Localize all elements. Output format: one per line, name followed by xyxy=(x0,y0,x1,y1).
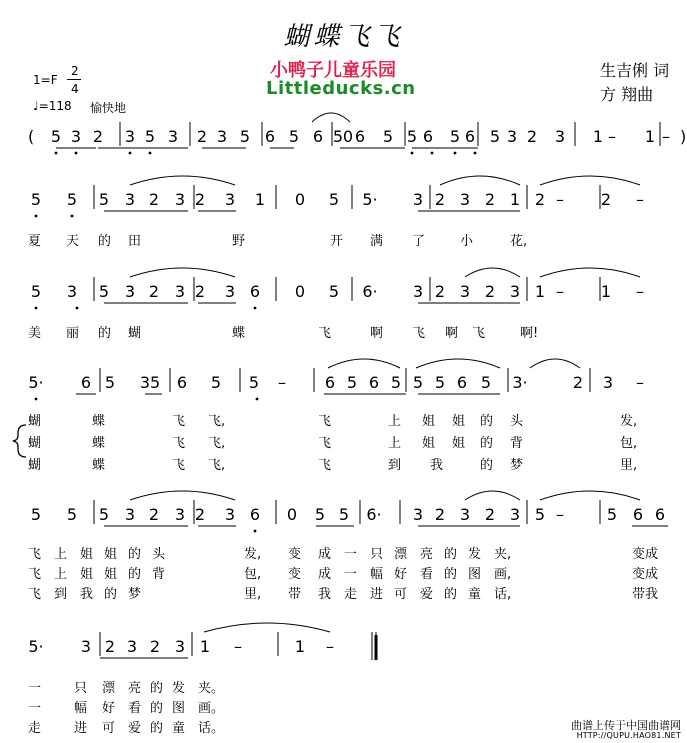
verse3-lyric: 爱 xyxy=(420,587,434,602)
verse1-lyric: 飞 xyxy=(28,547,42,562)
note: – xyxy=(636,282,644,301)
note: 6 xyxy=(632,505,644,524)
verse3-lyric: 爱 xyxy=(128,721,142,736)
verse3-lyric: 的 xyxy=(104,587,118,602)
verse1-lyric: 变 xyxy=(288,547,302,562)
note: 3 xyxy=(174,505,186,524)
verse2-lyric: 变 xyxy=(288,567,302,582)
note: 2 xyxy=(148,282,160,301)
verse1-lyric: 变成 xyxy=(632,547,659,562)
verse2-lyric: 幅 xyxy=(370,567,384,582)
verse2-lyric: 图 xyxy=(468,567,482,582)
verse2-lyric: 包, xyxy=(620,436,638,451)
note: 5 xyxy=(98,190,110,209)
verse-lyric: 野 xyxy=(232,234,246,249)
note: – xyxy=(556,282,564,301)
verse2-lyric: 看 xyxy=(128,701,142,716)
note: 5 xyxy=(288,127,300,146)
verse1-lyric: 只 xyxy=(74,681,88,696)
note: 5 xyxy=(66,190,78,209)
verse-lyric: 美 xyxy=(28,326,42,341)
note: 3 xyxy=(412,282,424,301)
verse3-lyric: 走 xyxy=(344,587,358,602)
verse1-lyric: 的 xyxy=(480,414,494,429)
verse3-lyric: 童 xyxy=(172,721,186,736)
note: 3 xyxy=(124,282,136,301)
slur xyxy=(130,491,235,500)
note: 2 xyxy=(526,127,538,146)
octave-dot xyxy=(149,152,152,155)
note: 3 xyxy=(412,190,424,209)
octave-dot xyxy=(35,307,38,310)
note: – xyxy=(326,637,334,656)
verse-lyric: 夏 xyxy=(28,234,42,249)
verse1-lyric: 亮 xyxy=(128,681,142,696)
note: 2 xyxy=(148,505,160,524)
verse2-lyric: 看 xyxy=(420,567,434,582)
verse3-lyric: 话, xyxy=(494,587,512,602)
note: 2 xyxy=(434,190,446,209)
time-signature-bottom: 4 xyxy=(71,82,79,96)
slur xyxy=(540,268,640,277)
note: 5 xyxy=(66,505,78,524)
octave-dot xyxy=(256,398,259,401)
repeat-close: ) xyxy=(680,127,687,146)
verse2-lyric: 蝴 xyxy=(28,436,42,451)
verse2-lyric: 飞 xyxy=(28,567,42,582)
verse3-lyric: 里, xyxy=(620,458,638,473)
note: 5 xyxy=(144,127,156,146)
verse3-lyric: 的 xyxy=(444,587,458,602)
note: 6 xyxy=(368,373,380,392)
note: 5 xyxy=(104,373,116,392)
note: 2 xyxy=(572,373,584,392)
slur xyxy=(540,491,640,500)
verse-lyric: 满 xyxy=(370,234,384,249)
note: 5 xyxy=(434,373,446,392)
note: 5 xyxy=(606,505,618,524)
verse3-lyric: 到 xyxy=(54,587,68,602)
note: – xyxy=(556,190,564,209)
note: 2 xyxy=(434,282,446,301)
note: – xyxy=(636,190,644,209)
note: 5· xyxy=(28,637,44,656)
note: 5 xyxy=(30,190,42,209)
verse2-lyric: 的 xyxy=(480,436,494,451)
note: 5 xyxy=(390,373,402,392)
note: 5 xyxy=(382,127,394,146)
note: 0 xyxy=(342,127,354,146)
verse1-lyric: 发 xyxy=(468,547,482,562)
verse1-lyric: 飞 xyxy=(172,414,186,429)
verse-lyric: 飞 xyxy=(412,326,426,341)
note: 2 xyxy=(104,637,116,656)
verse3-lyric: 的 xyxy=(150,721,164,736)
note: 6 xyxy=(249,505,261,524)
verse2-lyric: 一 xyxy=(28,701,42,716)
octave-dot xyxy=(76,307,79,310)
note: 5 xyxy=(210,373,222,392)
note: 6 xyxy=(654,505,666,524)
note: 3 xyxy=(554,127,566,146)
note: 3 xyxy=(459,505,471,524)
verse2-lyric: 背 xyxy=(152,567,166,582)
note: 3 xyxy=(216,127,228,146)
verse3-lyric: 可 xyxy=(102,721,116,736)
verse2-lyric: 好 xyxy=(102,701,116,716)
verse1-lyric: 成 xyxy=(318,547,332,562)
note: 3 xyxy=(459,190,471,209)
note: 3 xyxy=(506,127,518,146)
note: 2 xyxy=(194,190,206,209)
verse2-lyric: 画, xyxy=(494,567,512,582)
note: 5 xyxy=(338,505,350,524)
verse-lyric: 飞 xyxy=(472,326,486,341)
verse3-lyric: 梦 xyxy=(128,587,142,602)
verse1-lyric: 只 xyxy=(370,547,384,562)
verse3-lyric: 带我 xyxy=(632,587,659,602)
verse1-lyric: 夹。 xyxy=(198,681,225,696)
tempo-marking: ♩=118 xyxy=(33,99,72,113)
verse1-lyric: 蝶 xyxy=(92,414,106,429)
note: 3 xyxy=(412,505,424,524)
verse2-lyric: 上 xyxy=(388,436,402,451)
note: 6 xyxy=(354,127,366,146)
verse3-lyric: 蝶 xyxy=(92,458,106,473)
note: 5 xyxy=(314,505,326,524)
verse-lyric: 丽 xyxy=(66,326,80,341)
watermark-brand-cn: 小鸭子儿童乐园 xyxy=(270,60,396,81)
slur xyxy=(540,176,640,185)
octave-dot xyxy=(254,530,257,533)
verse-lyric: 蝶 xyxy=(232,326,246,341)
note: 3 xyxy=(126,637,138,656)
verse-lyric: 天 xyxy=(66,234,80,249)
slur xyxy=(440,176,520,185)
verse-lyric: 啊 xyxy=(445,326,459,341)
verse2-lyric: 飞, xyxy=(208,436,226,451)
verse1-lyric: 的 xyxy=(150,681,164,696)
note: – xyxy=(234,637,242,656)
watermark-brand-url: Littleducks.cn xyxy=(266,78,416,99)
note: 1 xyxy=(294,637,306,656)
note: 6 xyxy=(264,127,276,146)
note: – xyxy=(662,127,670,146)
verse-lyric: 小 xyxy=(460,234,474,249)
tempo-expression: 愉快地 xyxy=(90,101,127,115)
verse2-lyric: 包, xyxy=(244,567,262,582)
verse2-lyric: 图 xyxy=(172,701,186,716)
note: 2 xyxy=(149,637,161,656)
verse1-lyric: 漂 xyxy=(394,547,408,562)
note: 5 xyxy=(50,127,62,146)
verse3-lyric: 进 xyxy=(74,721,88,736)
verse1-lyric: 姐 xyxy=(80,547,94,562)
verse1-lyric: 亮 xyxy=(420,547,434,562)
note: 0 xyxy=(294,190,306,209)
verse3-lyric: 话。 xyxy=(198,721,225,736)
note: 6 xyxy=(464,127,476,146)
note: 3 xyxy=(174,637,186,656)
verse2-lyric: 背 xyxy=(510,436,524,451)
note: – xyxy=(278,373,286,392)
note: 0 xyxy=(286,505,298,524)
note: 5 xyxy=(346,373,358,392)
note: 2 xyxy=(434,505,446,524)
note: 3 xyxy=(509,282,521,301)
verse2-lyric: 好 xyxy=(394,567,408,582)
note: 1 xyxy=(644,127,656,146)
verse1-lyric: 夹, xyxy=(494,547,512,562)
note: 3 xyxy=(224,190,236,209)
repeat-open: ( xyxy=(28,127,35,146)
verse3-lyric: 到 xyxy=(388,458,402,473)
note: 3 xyxy=(174,282,186,301)
verse-lyric: 的 xyxy=(98,326,112,341)
verse2-lyric: 上 xyxy=(54,567,68,582)
octave-dot xyxy=(454,152,457,155)
note: 5 xyxy=(534,505,546,524)
note: 6 xyxy=(312,127,324,146)
note: 2 xyxy=(148,190,160,209)
verse3-lyric: 我 xyxy=(80,587,94,602)
verse3-lyric: 飞 xyxy=(172,458,186,473)
slur xyxy=(130,176,235,185)
verse3-lyric: 飞 xyxy=(318,458,332,473)
note: 3 xyxy=(66,282,78,301)
note: 5 xyxy=(30,282,42,301)
note: 3· xyxy=(512,373,528,392)
note: 5 xyxy=(98,282,110,301)
note: 6 xyxy=(80,373,92,392)
verse3-lyric: 可 xyxy=(394,587,408,602)
octave-dot xyxy=(35,215,38,218)
verse2-lyric: 飞 xyxy=(318,436,332,451)
slur xyxy=(465,268,520,277)
verse3-lyric: 飞 xyxy=(28,587,42,602)
note: 1 xyxy=(509,190,521,209)
verse2-lyric: 一 xyxy=(344,567,358,582)
note: 3 xyxy=(174,190,186,209)
verse1-lyric: 飞, xyxy=(208,414,226,429)
verse3-lyric: 我 xyxy=(430,458,444,473)
octave-dot xyxy=(474,152,477,155)
note: 3 xyxy=(459,282,471,301)
slur xyxy=(530,359,580,368)
verse1-lyric: 上 xyxy=(54,547,68,562)
note: 5 xyxy=(30,505,42,524)
note: 6· xyxy=(366,505,382,524)
verse1-lyric: 漂 xyxy=(102,681,116,696)
verse-lyric: 了 xyxy=(412,234,426,249)
footer-url: HTTP://QUPU.HAO81.NET xyxy=(576,731,681,740)
verse2-lyric: 的 xyxy=(150,701,164,716)
note: 3 xyxy=(509,505,521,524)
note: 3 xyxy=(124,127,136,146)
verse1-lyric: 一 xyxy=(28,681,42,696)
octave-dot xyxy=(411,152,414,155)
note: 5· xyxy=(28,373,44,392)
verse-lyric: 啊! xyxy=(520,326,539,341)
note: 35 xyxy=(139,373,161,392)
verse1-lyric: 发, xyxy=(244,547,262,562)
note: 2 xyxy=(484,282,496,301)
verse3-lyric: 童 xyxy=(468,587,482,602)
verse3-lyric: 我 xyxy=(318,587,332,602)
note: 1 xyxy=(254,190,266,209)
verse2-lyric: 姐 xyxy=(422,436,436,451)
slur xyxy=(130,268,235,277)
note: 5 xyxy=(412,373,424,392)
verse2-lyric: 变成 xyxy=(632,567,659,582)
note: 0 xyxy=(294,282,306,301)
composer-credit: 方 翔曲 xyxy=(600,85,654,104)
key-signature: 1=F xyxy=(33,73,58,87)
verse1-lyric: 的 xyxy=(444,547,458,562)
note: 1 xyxy=(199,637,211,656)
note: 1 xyxy=(534,282,546,301)
note: 6 xyxy=(249,282,261,301)
verse1-lyric: 的 xyxy=(128,547,142,562)
verse3-lyric: 走 xyxy=(28,721,42,736)
verse-lyric: 花, xyxy=(510,234,528,249)
note: 1 xyxy=(592,127,604,146)
verse-lyric: 飞 xyxy=(318,326,332,341)
note: 3 xyxy=(124,190,136,209)
slur xyxy=(312,113,350,122)
note: 2 xyxy=(196,127,208,146)
note: 2 xyxy=(534,190,546,209)
verse3-lyric: 里, xyxy=(244,587,262,602)
slur xyxy=(204,623,330,632)
note: 2 xyxy=(600,190,612,209)
note: 5 xyxy=(449,127,461,146)
note: 5 xyxy=(328,190,340,209)
verse1-lyric: 姐 xyxy=(452,414,466,429)
verse3-lyric: 进 xyxy=(370,587,384,602)
note: 5 xyxy=(406,127,418,146)
verse2-lyric: 飞 xyxy=(172,436,186,451)
note: – xyxy=(556,505,564,524)
note: 2 xyxy=(194,505,206,524)
verse1-lyric: 姐 xyxy=(104,547,118,562)
note: 6 xyxy=(324,373,336,392)
song-title: 蝴蝶飞飞 xyxy=(283,22,404,52)
octave-dot xyxy=(431,152,434,155)
verse2-lyric: 画。 xyxy=(198,701,225,716)
verse1-lyric: 蝴 xyxy=(28,414,42,429)
note: 5 xyxy=(489,127,501,146)
verse2-lyric: 姐 xyxy=(452,436,466,451)
verse3-lyric: 带 xyxy=(288,587,302,602)
note: – xyxy=(608,127,616,146)
note: 3 xyxy=(80,637,92,656)
note: 3 xyxy=(224,282,236,301)
note: – xyxy=(636,373,644,392)
slur xyxy=(465,491,520,500)
slur xyxy=(416,359,500,368)
octave-dot xyxy=(55,152,58,155)
verse-lyric: 啊 xyxy=(370,326,384,341)
note: 5 xyxy=(328,282,340,301)
verse2-lyric: 蝶 xyxy=(92,436,106,451)
verse3-lyric: 的 xyxy=(480,458,494,473)
note: 6 xyxy=(456,373,468,392)
verse-lyric: 田 xyxy=(128,234,142,249)
note: 6 xyxy=(176,373,188,392)
octave-dot xyxy=(35,398,38,401)
note: 5 xyxy=(332,127,344,146)
slur xyxy=(328,359,400,368)
note: 3 xyxy=(224,505,236,524)
verse-lyric: 蝴 xyxy=(128,326,142,341)
octave-dot xyxy=(129,152,132,155)
verse3-lyric: 梦 xyxy=(510,458,524,473)
note: 2 xyxy=(194,282,206,301)
verse1-lyric: 一 xyxy=(344,547,358,562)
verse3-lyric: 飞, xyxy=(208,458,226,473)
verse1-lyric: 姐 xyxy=(422,414,436,429)
verse2-lyric: 的 xyxy=(444,567,458,582)
note: 5· xyxy=(362,190,378,209)
verse2-lyric: 的 xyxy=(128,567,142,582)
verse1-lyric: 飞 xyxy=(318,414,332,429)
note: 1 xyxy=(600,282,612,301)
note: 5 xyxy=(480,373,492,392)
note: 5 xyxy=(248,373,260,392)
footer-source: 曲谱上传于中国曲谱网 xyxy=(571,719,681,732)
octave-dot xyxy=(75,152,78,155)
verse1-lyric: 发, xyxy=(620,414,638,429)
time-signature-top: 2 xyxy=(71,64,79,78)
verse3-lyric: 蝴 xyxy=(28,458,42,473)
verse2-lyric: 姐 xyxy=(80,567,94,582)
verse1-lyric: 发 xyxy=(172,681,186,696)
verse-brace xyxy=(13,425,26,457)
note: 3 xyxy=(70,127,82,146)
verse-lyric: 开 xyxy=(330,234,344,249)
note: 6 xyxy=(422,127,434,146)
note: 2 xyxy=(484,190,496,209)
octave-dot xyxy=(71,215,74,218)
note: 6· xyxy=(362,282,378,301)
verse2-lyric: 成 xyxy=(318,567,332,582)
verse1-lyric: 头 xyxy=(152,547,166,562)
note: 3 xyxy=(124,505,136,524)
note: 2 xyxy=(92,127,104,146)
octave-dot xyxy=(254,307,257,310)
note: 3 xyxy=(602,373,614,392)
note: 5 xyxy=(239,127,251,146)
verse1-lyric: 头 xyxy=(510,414,524,429)
verse-lyric: 的 xyxy=(98,234,112,249)
note: 5 xyxy=(98,505,110,524)
verse2-lyric: 幅 xyxy=(74,701,88,716)
lyricist-credit: 生吉俐 词 xyxy=(600,61,670,80)
verse2-lyric: 姐 xyxy=(104,567,118,582)
note: 2 xyxy=(484,505,496,524)
verse1-lyric: 上 xyxy=(388,414,402,429)
note: 3 xyxy=(167,127,179,146)
